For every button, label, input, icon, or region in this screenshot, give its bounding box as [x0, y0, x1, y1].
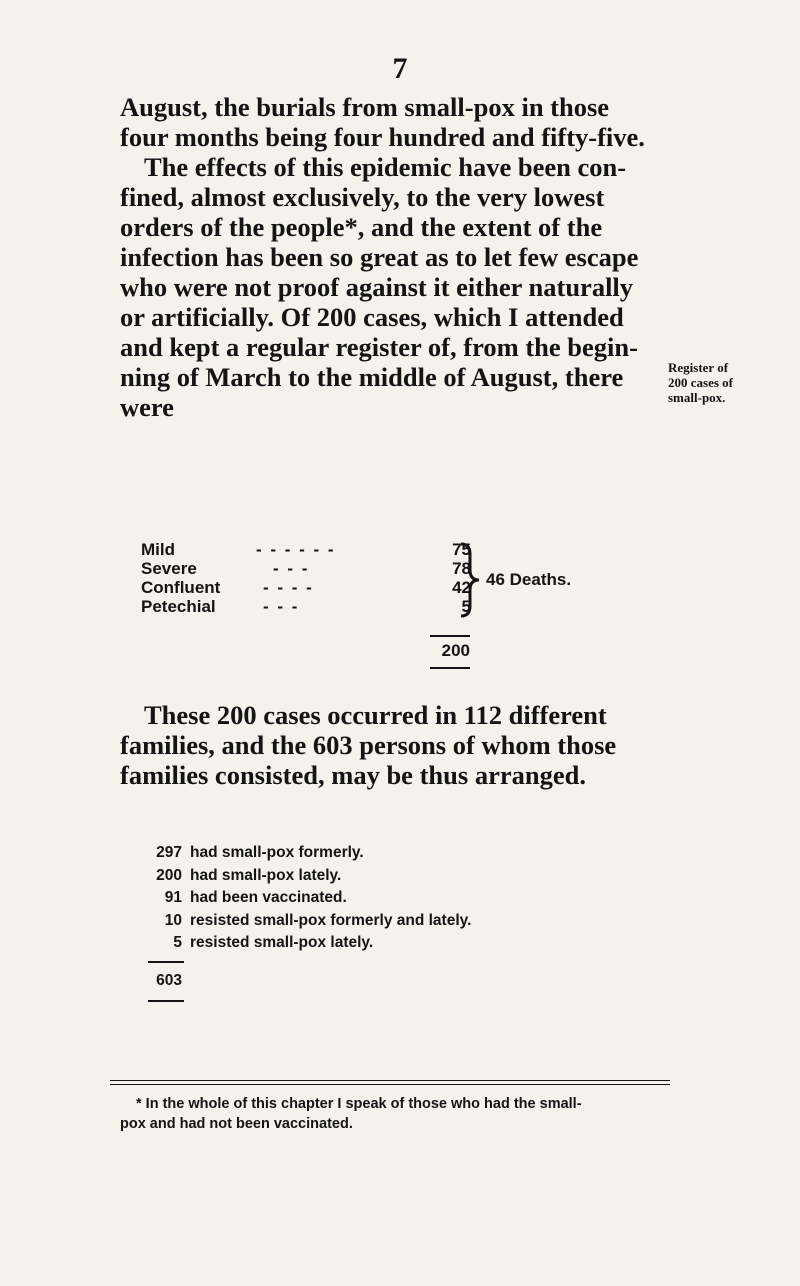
page-number: 7 [392, 52, 408, 85]
paragraph-1-line: infection has been so great as to let few escape [120, 242, 639, 272]
paragraph-1-line: August, the burials from small-pox in those [120, 92, 610, 122]
total-rule [430, 667, 470, 669]
family-row [148, 844, 708, 867]
margin-note [668, 360, 778, 405]
paragraph-2-line: families, and the 603 persons of whom those [120, 730, 617, 760]
right-brace-icon [457, 542, 483, 618]
case-label: Mild [141, 540, 175, 559]
case-row-confluent [141, 578, 471, 598]
paragraph-1-line: who were not proof against it either naturally [120, 272, 634, 302]
case-row-mild [141, 540, 471, 560]
margin-note-line: Register of [668, 360, 729, 375]
family-description: had small-pox formerly. [190, 844, 364, 861]
paragraph-2-line-text: These 200 cases occurred in 112 different [144, 700, 607, 730]
paragraph-1-line: ning of March to the middle of August, there [120, 362, 624, 392]
case-label: Severe [141, 559, 197, 578]
deaths-label: 46 Deaths. [486, 570, 572, 589]
case-dashes: - - - - - - [256, 540, 336, 559]
family-row [148, 934, 708, 957]
footnote-line [120, 1094, 680, 1114]
footnote [120, 1094, 680, 1134]
footnote-rule [110, 1080, 670, 1081]
total-cases: 200 [441, 641, 470, 660]
margin-note-line: small-pox. [668, 390, 726, 405]
family-count: 5 [173, 934, 182, 951]
family-count: 10 [164, 911, 182, 929]
list-total-rule [148, 1000, 184, 1002]
paragraph-2-line: families consisted, may be thus arranged. [120, 760, 586, 790]
case-count: 78 [452, 559, 471, 578]
paragraph-1-line: fined, almost exclusively, to the very lowest [120, 182, 605, 212]
footnote-line-text: * In the whole of this chapter I speak of those who had the small- [136, 1096, 582, 1112]
family-description: had been vaccinated. [190, 889, 347, 906]
case-dashes: - - - [273, 559, 310, 578]
case-label: Petechial [141, 597, 216, 616]
case-label: Confluent [141, 578, 221, 597]
paragraph-2 [120, 700, 660, 790]
family-row [148, 889, 708, 912]
margin-note-line: 200 cases of [668, 375, 733, 390]
case-row-petechial [141, 597, 471, 617]
paragraph-1 [120, 92, 660, 422]
family-description: resisted small-pox formerly and lately. [190, 911, 472, 929]
paragraph-2-line [120, 700, 660, 730]
footnote-rule [110, 1084, 670, 1085]
case-dashes: - - - - [263, 578, 314, 597]
family-count: 91 [164, 889, 182, 906]
family-list [148, 844, 708, 957]
family-row [148, 912, 708, 935]
paragraph-1-line [120, 152, 660, 182]
family-count: 200 [156, 866, 182, 884]
footnote-line: pox and had not been vaccinated. [120, 1116, 353, 1132]
family-total: 603 [156, 972, 182, 989]
case-row-severe [141, 559, 471, 579]
case-dashes: - - - [263, 597, 300, 616]
family-description: had small-pox lately. [190, 866, 342, 884]
paragraph-1-line-text: The effects of this epidemic have been con- [144, 152, 627, 182]
case-count: 42 [452, 578, 471, 597]
case-count: 75 [452, 540, 471, 559]
family-description: resisted small-pox lately. [190, 934, 374, 951]
paragraph-1-line: or artificially. Of 200 cases, which I attended [120, 302, 624, 332]
total-rule [430, 635, 470, 637]
paragraph-1-line: and kept a regular register of, from the begin- [120, 332, 638, 362]
paragraph-1-line: orders of the people*, and the extent of the [120, 212, 603, 242]
family-count: 297 [156, 844, 182, 861]
paragraph-1-line: four months being four hundred and fifty-five. [120, 122, 645, 152]
paragraph-1-line: were [120, 392, 174, 422]
list-total-rule [148, 961, 184, 963]
case-count: 5 [461, 597, 471, 616]
family-row [148, 867, 708, 890]
